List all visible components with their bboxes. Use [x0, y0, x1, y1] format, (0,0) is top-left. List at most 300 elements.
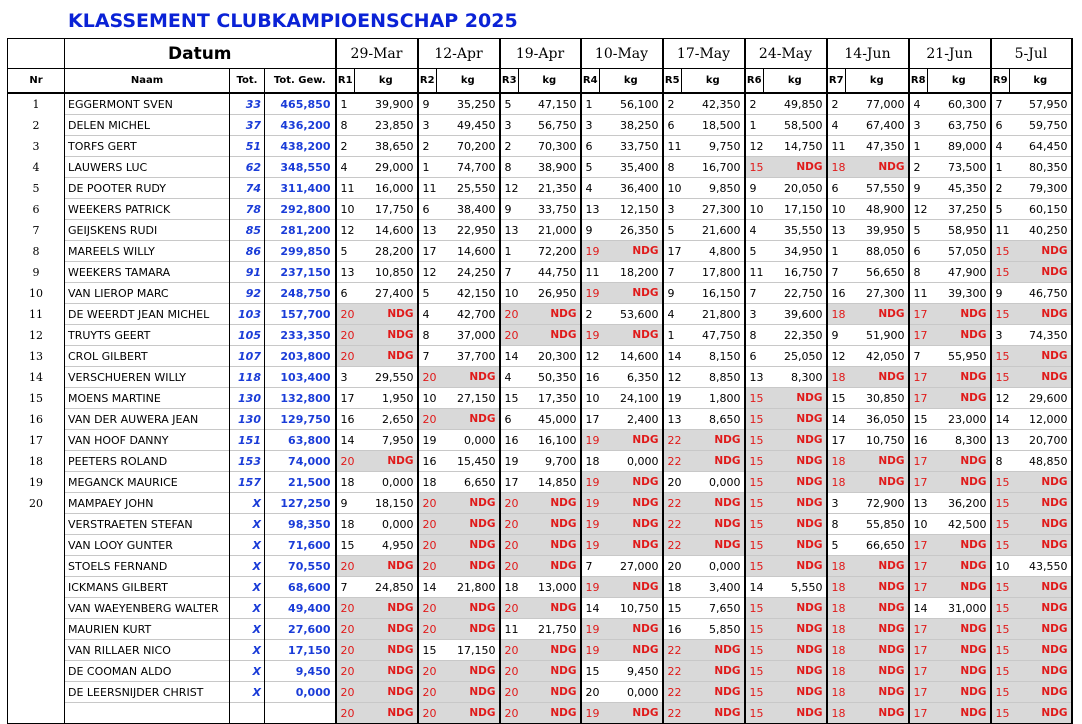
kg-header: kg — [1010, 69, 1072, 94]
round-kg-cell: 42,050 — [846, 346, 909, 367]
round-place-cell: 8 — [745, 325, 764, 346]
name-cell: VAN HOOF DANNY — [65, 430, 230, 451]
round-kg-cell: 36,050 — [846, 409, 909, 430]
total-points-cell: 33 — [230, 93, 265, 115]
rank-cell: 11 — [8, 304, 65, 325]
round-place-cell: 6 — [991, 115, 1010, 136]
round-kg-cell: NDG — [1010, 661, 1072, 682]
round-kg-cell: 17,350 — [519, 388, 581, 409]
total-weight-cell: 311,400 — [265, 178, 336, 199]
round-kg-cell: 29,550 — [355, 367, 418, 388]
round-place-cell: 8 — [991, 451, 1010, 472]
round-kg-cell: 46,750 — [1010, 283, 1072, 304]
round-place-cell: 1 — [581, 93, 600, 115]
round-kg-cell: 17,750 — [355, 199, 418, 220]
round-place-cell: 20 — [663, 472, 682, 493]
round-kg-cell: NDG — [846, 682, 909, 703]
total-weight-cell: 103,400 — [265, 367, 336, 388]
round-header: R3 — [500, 69, 519, 94]
round-kg-cell: 31,000 — [928, 598, 991, 619]
round-kg-cell: NDG — [682, 682, 745, 703]
round-kg-cell: 7,950 — [355, 430, 418, 451]
table-row — [8, 325, 1072, 346]
round-place-cell: 20 — [418, 535, 437, 556]
datum-header: Datum — [65, 39, 336, 69]
total-points-cell: 105 — [230, 325, 265, 346]
table-row — [8, 409, 1072, 430]
round-kg-cell: 6,350 — [600, 367, 663, 388]
round-place-cell: 18 — [827, 304, 846, 325]
round-place-cell: 2 — [418, 136, 437, 157]
round-place-cell: 9 — [745, 178, 764, 199]
round-kg-cell: 15,450 — [437, 451, 500, 472]
round-place-cell: 15 — [827, 388, 846, 409]
round-place-cell: 13 — [581, 199, 600, 220]
round-place-cell: 18 — [581, 451, 600, 472]
round-kg-cell: NDG — [1010, 472, 1072, 493]
round-kg-cell: NDG — [600, 325, 663, 346]
round-place-cell: 12 — [991, 388, 1010, 409]
round-place-cell: 2 — [663, 93, 682, 115]
round-kg-cell: 24,250 — [437, 262, 500, 283]
round-kg-cell: NDG — [928, 556, 991, 577]
rank-cell: 16 — [8, 409, 65, 430]
round-kg-cell: NDG — [1010, 241, 1072, 262]
name-cell — [65, 703, 230, 724]
rank-cell: 9 — [8, 262, 65, 283]
round-place-cell: 1 — [500, 241, 519, 262]
round-kg-cell: 79,300 — [1010, 178, 1072, 199]
total-weight-cell: 70,550 — [265, 556, 336, 577]
round-place-cell: 2 — [909, 157, 928, 178]
round-kg-cell: 14,750 — [764, 136, 827, 157]
name-cell: DE POOTER RUDY — [65, 178, 230, 199]
round-kg-cell: 16,700 — [682, 157, 745, 178]
round-place-cell: 15 — [991, 472, 1010, 493]
date-header: 10-May — [581, 39, 663, 69]
rank-cell: 17 — [8, 430, 65, 451]
round-kg-cell: NDG — [600, 640, 663, 661]
round-kg-cell: 57,950 — [1010, 93, 1072, 115]
round-kg-cell: NDG — [928, 640, 991, 661]
round-place-cell: 15 — [745, 514, 764, 535]
page-title: KLASSEMENT CLUBKAMPIOENSCHAP 2025 — [68, 10, 518, 32]
round-place-cell: 18 — [500, 577, 519, 598]
round-place-cell: 15 — [418, 640, 437, 661]
round-kg-cell: NDG — [928, 388, 991, 409]
round-kg-cell: NDG — [355, 619, 418, 640]
round-place-cell: 16 — [827, 283, 846, 304]
round-kg-cell: 42,500 — [928, 514, 991, 535]
name-cell: VAN LIEROP MARC — [65, 283, 230, 304]
round-kg-cell: 4,950 — [355, 535, 418, 556]
round-place-cell: 13 — [909, 493, 928, 514]
round-kg-cell: NDG — [846, 451, 909, 472]
round-place-cell: 7 — [745, 283, 764, 304]
round-kg-cell: NDG — [600, 283, 663, 304]
rank-cell: 12 — [8, 325, 65, 346]
total-points-cell: X — [230, 598, 265, 619]
round-place-cell: 15 — [745, 661, 764, 682]
round-place-cell: 19 — [581, 703, 600, 724]
table-row — [8, 619, 1072, 640]
round-kg-cell: 27,300 — [846, 283, 909, 304]
table-row — [8, 157, 1072, 178]
round-kg-cell: 22,950 — [437, 220, 500, 241]
round-place-cell: 18 — [336, 472, 355, 493]
round-place-cell: 12 — [581, 346, 600, 367]
round-place-cell: 7 — [909, 346, 928, 367]
round-kg-cell: 42,350 — [682, 93, 745, 115]
round-kg-cell: 0,000 — [600, 682, 663, 703]
date-header: 19-Apr — [500, 39, 581, 69]
round-kg-cell: NDG — [600, 493, 663, 514]
round-kg-cell: NDG — [355, 451, 418, 472]
total-weight-cell: 17,150 — [265, 640, 336, 661]
round-place-cell: 14 — [336, 430, 355, 451]
round-kg-cell: 21,350 — [519, 178, 581, 199]
total-points-cell: 91 — [230, 262, 265, 283]
round-place-cell: 5 — [336, 241, 355, 262]
round-kg-cell: 17,150 — [764, 199, 827, 220]
table-row — [8, 430, 1072, 451]
round-place-cell: 16 — [500, 430, 519, 451]
round-place-cell: 22 — [663, 514, 682, 535]
round-place-cell: 15 — [991, 640, 1010, 661]
round-place-cell: 7 — [581, 556, 600, 577]
round-kg-cell: 16,100 — [519, 430, 581, 451]
round-kg-cell: NDG — [600, 535, 663, 556]
round-place-cell: 1 — [991, 157, 1010, 178]
round-place-cell: 19 — [500, 451, 519, 472]
round-kg-cell: 66,650 — [846, 535, 909, 556]
round-place-cell: 15 — [500, 388, 519, 409]
round-place-cell: 17 — [909, 304, 928, 325]
round-kg-cell: 49,450 — [437, 115, 500, 136]
round-place-cell: 20 — [418, 619, 437, 640]
round-kg-cell: 21,600 — [682, 220, 745, 241]
col-tot-header: Tot. — [230, 69, 265, 94]
round-kg-cell: 21,800 — [682, 304, 745, 325]
round-place-cell: 9 — [909, 178, 928, 199]
round-place-cell: 13 — [500, 220, 519, 241]
round-kg-cell: 22,750 — [764, 283, 827, 304]
round-place-cell: 12 — [827, 346, 846, 367]
round-kg-cell: NDG — [437, 661, 500, 682]
header-corner — [8, 39, 65, 69]
total-weight-cell: 63,800 — [265, 430, 336, 451]
rank-cell: 4 — [8, 157, 65, 178]
round-place-cell: 19 — [581, 514, 600, 535]
total-weight-cell — [265, 703, 336, 724]
round-place-cell: 15 — [745, 682, 764, 703]
table-row — [8, 577, 1072, 598]
name-cell: DELEN MICHEL — [65, 115, 230, 136]
round-place-cell: 7 — [827, 262, 846, 283]
round-kg-cell: NDG — [764, 535, 827, 556]
round-place-cell: 20 — [418, 703, 437, 724]
date-header: 21-Jun — [909, 39, 991, 69]
table-row — [8, 283, 1072, 304]
table-row — [8, 556, 1072, 577]
round-kg-cell: NDG — [355, 661, 418, 682]
round-place-cell: 18 — [827, 472, 846, 493]
round-kg-cell: NDG — [1010, 598, 1072, 619]
round-kg-cell: NDG — [1010, 304, 1072, 325]
round-kg-cell: 3,400 — [682, 577, 745, 598]
round-kg-cell: 74,700 — [437, 157, 500, 178]
total-points-cell: X — [230, 493, 265, 514]
round-kg-cell: 37,250 — [928, 199, 991, 220]
round-place-cell: 20 — [336, 640, 355, 661]
round-header: R5 — [663, 69, 682, 94]
round-place-cell: 17 — [909, 640, 928, 661]
round-kg-cell: 73,500 — [928, 157, 991, 178]
round-place-cell: 2 — [500, 136, 519, 157]
round-place-cell: 3 — [909, 115, 928, 136]
round-place-cell: 17 — [909, 451, 928, 472]
total-points-cell: X — [230, 619, 265, 640]
round-kg-cell: 8,850 — [682, 367, 745, 388]
round-place-cell: 11 — [909, 283, 928, 304]
round-place-cell: 12 — [909, 199, 928, 220]
table-row — [8, 451, 1072, 472]
round-kg-cell: NDG — [519, 514, 581, 535]
round-place-cell: 15 — [745, 619, 764, 640]
round-place-cell: 17 — [909, 577, 928, 598]
round-kg-cell: 16,000 — [355, 178, 418, 199]
table-row — [8, 241, 1072, 262]
round-kg-cell: NDG — [437, 682, 500, 703]
total-weight-cell: 248,750 — [265, 283, 336, 304]
round-kg-cell: 14,850 — [519, 472, 581, 493]
round-place-cell: 15 — [991, 577, 1010, 598]
round-kg-cell: NDG — [846, 157, 909, 178]
round-kg-cell: NDG — [1010, 346, 1072, 367]
round-place-cell: 9 — [663, 283, 682, 304]
rank-cell — [8, 598, 65, 619]
round-kg-cell: 5,550 — [764, 577, 827, 598]
round-kg-cell: 26,350 — [600, 220, 663, 241]
round-place-cell: 20 — [418, 367, 437, 388]
round-place-cell: 11 — [745, 262, 764, 283]
total-weight-cell: 237,150 — [265, 262, 336, 283]
round-kg-cell: 21,750 — [519, 619, 581, 640]
round-kg-cell: 36,400 — [600, 178, 663, 199]
total-points-cell: X — [230, 514, 265, 535]
round-place-cell: 4 — [336, 157, 355, 178]
round-place-cell: 20 — [500, 325, 519, 346]
round-place-cell: 15 — [991, 682, 1010, 703]
round-kg-cell: NDG — [846, 577, 909, 598]
round-kg-cell: NDG — [519, 703, 581, 724]
round-place-cell: 17 — [336, 388, 355, 409]
round-place-cell: 3 — [827, 493, 846, 514]
round-place-cell: 19 — [581, 325, 600, 346]
round-kg-cell: NDG — [846, 556, 909, 577]
round-place-cell: 20 — [500, 661, 519, 682]
table-row — [8, 262, 1072, 283]
kg-header: kg — [600, 69, 663, 94]
round-kg-cell: NDG — [437, 556, 500, 577]
round-place-cell: 8 — [336, 115, 355, 136]
round-place-cell: 14 — [581, 598, 600, 619]
round-place-cell: 20 — [500, 304, 519, 325]
round-kg-cell: 72,200 — [519, 241, 581, 262]
rank-cell — [8, 640, 65, 661]
round-place-cell: 19 — [418, 430, 437, 451]
round-place-cell: 17 — [827, 430, 846, 451]
total-weight-cell: 127,250 — [265, 493, 336, 514]
round-place-cell: 16 — [663, 619, 682, 640]
round-kg-cell: NDG — [682, 703, 745, 724]
rank-cell: 6 — [8, 199, 65, 220]
round-place-cell: 11 — [991, 220, 1010, 241]
round-place-cell: 15 — [991, 304, 1010, 325]
round-place-cell: 20 — [336, 304, 355, 325]
round-kg-cell: NDG — [437, 619, 500, 640]
round-kg-cell: 38,900 — [519, 157, 581, 178]
round-place-cell: 13 — [745, 367, 764, 388]
rank-cell — [8, 703, 65, 724]
round-kg-cell: 20,300 — [519, 346, 581, 367]
round-kg-cell: NDG — [519, 682, 581, 703]
round-place-cell: 5 — [418, 283, 437, 304]
total-weight-cell: 233,350 — [265, 325, 336, 346]
round-place-cell: 20 — [418, 661, 437, 682]
round-kg-cell: 14,600 — [355, 220, 418, 241]
round-kg-cell: 0,000 — [355, 472, 418, 493]
round-kg-cell: 34,950 — [764, 241, 827, 262]
round-kg-cell: NDG — [682, 640, 745, 661]
name-cell: EGGERMONT SVEN — [65, 93, 230, 115]
round-kg-cell: NDG — [928, 367, 991, 388]
rank-cell: 15 — [8, 388, 65, 409]
round-place-cell: 18 — [827, 640, 846, 661]
round-kg-cell: NDG — [764, 388, 827, 409]
name-cell: VERSCHUEREN WILLY — [65, 367, 230, 388]
round-kg-cell: 53,600 — [600, 304, 663, 325]
name-cell: DE COOMAN ALDO — [65, 661, 230, 682]
round-place-cell: 18 — [827, 619, 846, 640]
round-kg-cell: NDG — [846, 304, 909, 325]
round-place-cell: 17 — [909, 325, 928, 346]
round-kg-cell: 80,350 — [1010, 157, 1072, 178]
name-cell: VAN WAEYENBERG WALTER — [65, 598, 230, 619]
round-place-cell: 11 — [418, 178, 437, 199]
name-cell: LAUWERS LUC — [65, 157, 230, 178]
round-place-cell: 18 — [663, 577, 682, 598]
round-kg-cell: 17,800 — [682, 262, 745, 283]
round-place-cell: 18 — [827, 661, 846, 682]
round-kg-cell: NDG — [519, 640, 581, 661]
round-kg-cell: 59,750 — [1010, 115, 1072, 136]
rank-cell: 5 — [8, 178, 65, 199]
round-place-cell: 13 — [418, 220, 437, 241]
round-kg-cell: 10,850 — [355, 262, 418, 283]
round-kg-cell: NDG — [928, 682, 991, 703]
round-kg-cell: NDG — [764, 493, 827, 514]
round-kg-cell: 60,300 — [928, 93, 991, 115]
round-kg-cell: NDG — [1010, 619, 1072, 640]
round-place-cell: 20 — [663, 556, 682, 577]
name-cell: MEGANCK MAURICE — [65, 472, 230, 493]
rank-cell: 20 — [8, 493, 65, 514]
table-row — [8, 178, 1072, 199]
round-place-cell: 12 — [336, 220, 355, 241]
round-place-cell: 15 — [991, 661, 1010, 682]
round-kg-cell: 18,500 — [682, 115, 745, 136]
round-kg-cell: 39,600 — [764, 304, 827, 325]
rank-cell — [8, 514, 65, 535]
round-place-cell: 11 — [827, 136, 846, 157]
round-kg-cell: NDG — [1010, 640, 1072, 661]
round-kg-cell: 47,150 — [519, 93, 581, 115]
round-header: R7 — [827, 69, 846, 94]
round-place-cell: 22 — [663, 493, 682, 514]
total-points-cell: X — [230, 640, 265, 661]
round-kg-cell: 12,150 — [600, 199, 663, 220]
round-kg-cell: 9,700 — [519, 451, 581, 472]
round-place-cell: 2 — [581, 304, 600, 325]
round-kg-cell: NDG — [928, 451, 991, 472]
round-kg-cell: 37,700 — [437, 346, 500, 367]
round-place-cell: 14 — [663, 346, 682, 367]
round-place-cell: 14 — [745, 577, 764, 598]
table-row — [8, 199, 1072, 220]
round-kg-cell: 35,550 — [764, 220, 827, 241]
round-place-cell: 20 — [336, 325, 355, 346]
round-kg-cell: 33,750 — [600, 136, 663, 157]
round-kg-cell: NDG — [764, 451, 827, 472]
rank-cell — [8, 556, 65, 577]
col-gew-header: Tot. Gew. — [265, 69, 336, 94]
round-place-cell: 19 — [581, 493, 600, 514]
name-cell: MAURIEN KURT — [65, 619, 230, 640]
rank-cell: 2 — [8, 115, 65, 136]
round-kg-cell: NDG — [600, 241, 663, 262]
table-row — [8, 304, 1072, 325]
total-points-cell: X — [230, 556, 265, 577]
total-weight-cell: 129,750 — [265, 409, 336, 430]
round-place-cell: 9 — [827, 325, 846, 346]
total-points-cell: 157 — [230, 472, 265, 493]
round-place-cell: 20 — [500, 598, 519, 619]
round-kg-cell: NDG — [928, 703, 991, 724]
round-kg-cell: 29,600 — [1010, 388, 1072, 409]
total-points-cell: 78 — [230, 199, 265, 220]
round-place-cell: 18 — [418, 472, 437, 493]
round-place-cell: 19 — [581, 430, 600, 451]
round-kg-cell: NDG — [764, 472, 827, 493]
round-kg-cell: 40,250 — [1010, 220, 1072, 241]
round-place-cell: 4 — [500, 367, 519, 388]
round-place-cell: 19 — [581, 577, 600, 598]
round-place-cell: 4 — [827, 115, 846, 136]
round-place-cell: 22 — [663, 451, 682, 472]
round-kg-cell: NDG — [928, 661, 991, 682]
round-place-cell: 20 — [418, 556, 437, 577]
round-place-cell: 20 — [418, 514, 437, 535]
round-header: R9 — [991, 69, 1010, 94]
round-place-cell: 10 — [418, 388, 437, 409]
round-kg-cell: NDG — [846, 703, 909, 724]
round-kg-cell: 4,800 — [682, 241, 745, 262]
round-place-cell: 2 — [745, 93, 764, 115]
round-kg-cell: NDG — [764, 682, 827, 703]
round-place-cell: 18 — [827, 682, 846, 703]
round-place-cell: 6 — [827, 178, 846, 199]
